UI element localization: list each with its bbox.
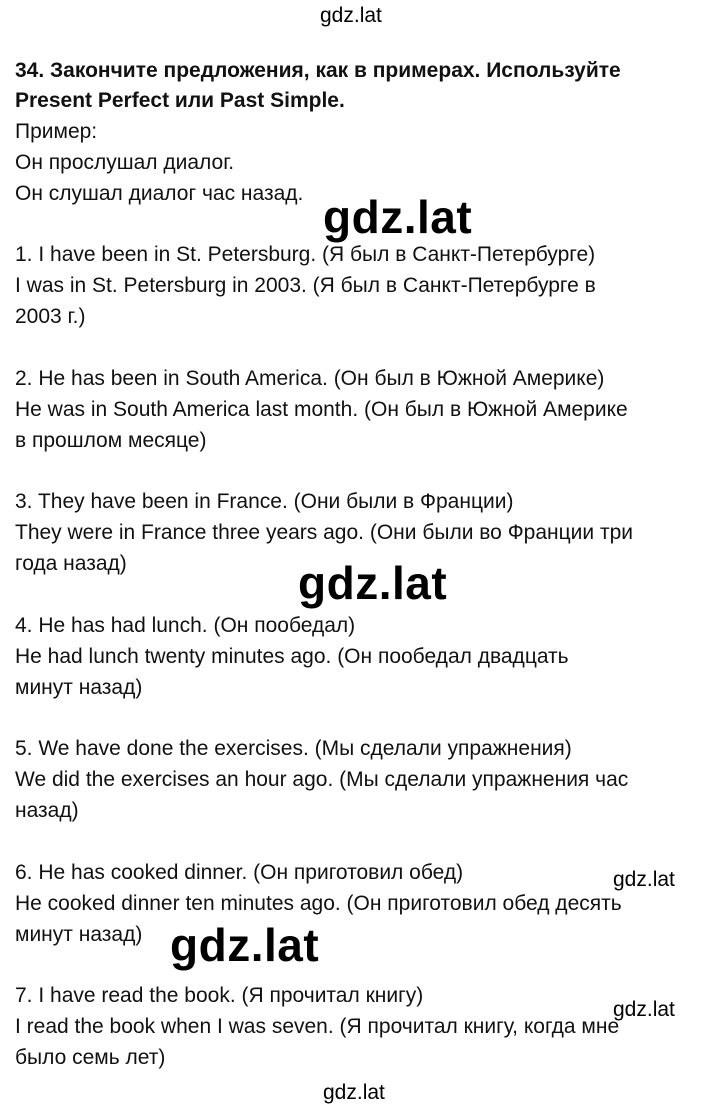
item-3-line-2: They were in France three years ago. (Они были во Франции три — [15, 521, 633, 544]
task-title-line-2: Present Perfect или Past Simple. — [15, 89, 345, 112]
item-1-line-1: 1. I have been in St. Petersburg. (Я был в Санкт-Петербурге) — [15, 243, 596, 266]
item-6-line-2: He cooked dinner ten minutes ago. (Он приготовил обед десять — [15, 892, 622, 915]
example-label: Пример: — [15, 120, 98, 143]
item-1-line-3: 2003 г.) — [15, 305, 86, 328]
item-5-line-1: 5. We have done the exercises. (Мы сделали упражнения) — [15, 737, 572, 760]
watermark-top: gdz.lat — [320, 4, 382, 27]
watermark-bottom: gdz.lat — [323, 1081, 385, 1104]
item-7-line-3: было семь лет) — [15, 1046, 166, 1069]
item-2-line-2: He was in South America last month. (Он был в Южной Америке — [15, 398, 628, 421]
item-5-line-3: назад) — [15, 799, 79, 822]
watermark-small-1: gdz.lat — [613, 868, 675, 891]
item-4-line-3: минут назад) — [15, 676, 143, 699]
item-1-line-2: I was in St. Petersburg in 2003. (Я был в Санкт-Петербурге в — [15, 274, 596, 297]
example-line-2: Он слушал диалог час назад. — [15, 182, 304, 205]
watermark-small-2: gdz.lat — [613, 998, 675, 1021]
example-line-1: Он прослушал диалог. — [15, 151, 235, 174]
item-3-line-3: года назад) — [15, 552, 127, 575]
watermark-big-2: gdz.lat — [298, 557, 448, 609]
item-3-line-1: 3. They have been in France. (Они были в Франции) — [15, 490, 514, 513]
item-7-line-1: 7. I have read the book. (Я прочитал книгу) — [15, 984, 424, 1007]
item-6-line-1: 6. He has cooked dinner. (Он приготовил обед) — [15, 861, 464, 884]
item-2-line-3: в прошлом месяце) — [15, 429, 207, 452]
item-7-line-2: I read the book when I was seven. (Я прочитал книгу, когда мне — [15, 1015, 620, 1038]
watermark-big-1: gdz.lat — [323, 191, 473, 243]
watermark-big-3: gdz.lat — [170, 919, 320, 971]
item-6-line-3: минут назад) — [15, 923, 143, 946]
item-2-line-1: 2. He has been in South America. (Он был в Южной Америке) — [15, 367, 605, 390]
item-4-line-1: 4. He has had lunch. (Он пообедал) — [15, 614, 356, 637]
item-5-line-2: We did the exercises an hour ago. (Мы сделали упражнения час — [15, 768, 629, 791]
item-4-line-2: He had lunch twenty minutes ago. (Он пообедал двадцать — [15, 645, 569, 668]
task-title-line-1: 34. Закончите предложения, как в примерах. Используйте — [15, 59, 621, 82]
